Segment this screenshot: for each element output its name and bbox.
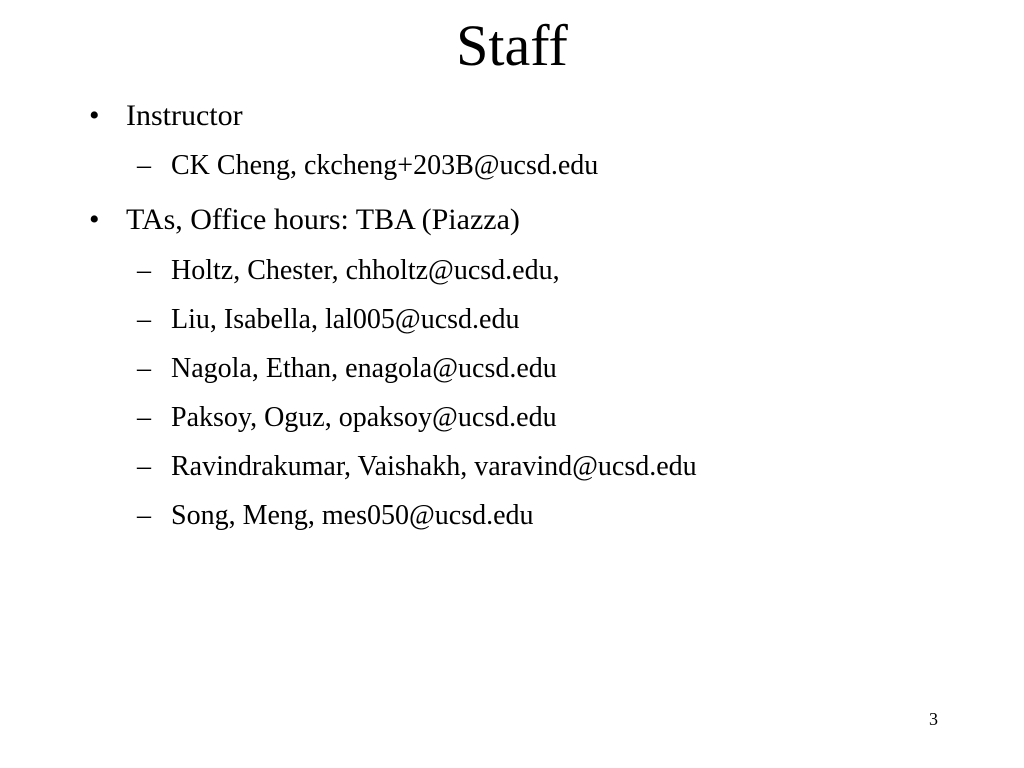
dash-marker: – [137, 304, 151, 335]
bullet-marker: • [89, 99, 100, 132]
dash-marker: – [137, 353, 151, 384]
staff-entry: Song, Meng, mes050@ucsd.edu [171, 500, 534, 531]
staff-entry: CK Cheng, ckcheng+203B@ucsd.edu [171, 150, 599, 181]
dash-marker: – [137, 255, 151, 286]
staff-entry: Liu, Isabella, lal005@ucsd.edu [171, 304, 520, 335]
dash-marker: – [137, 150, 151, 181]
staff-entry: Nagola, Ethan, enagola@ucsd.edu [171, 353, 557, 384]
dash-marker: – [137, 500, 151, 531]
list-item [137, 352, 557, 386]
bullet-heading: TAs, Office hours: TBA (Piazza) [126, 203, 520, 236]
staff-entry: Ravindrakumar, Vaishakh, varavind@ucsd.edu [171, 451, 697, 482]
list-item [137, 254, 560, 288]
dash-marker: – [137, 451, 151, 482]
staff-entry: Holtz, Chester, chholtz@ucsd.edu, [171, 255, 560, 286]
list-item [137, 303, 519, 337]
list-item [137, 401, 557, 435]
list-item [137, 450, 697, 484]
list-item [137, 149, 598, 183]
bullet-heading: Instructor [126, 99, 243, 132]
dash-marker: – [137, 402, 151, 433]
bullet-instructor [89, 98, 243, 134]
bullet-marker: • [89, 203, 100, 236]
staff-entry: Paksoy, Oguz, opaksoy@ucsd.edu [171, 402, 557, 433]
slide-title: Staff [456, 13, 568, 78]
list-item [137, 499, 534, 533]
bullet-tas [89, 202, 520, 238]
page-number: 3 [929, 709, 938, 729]
